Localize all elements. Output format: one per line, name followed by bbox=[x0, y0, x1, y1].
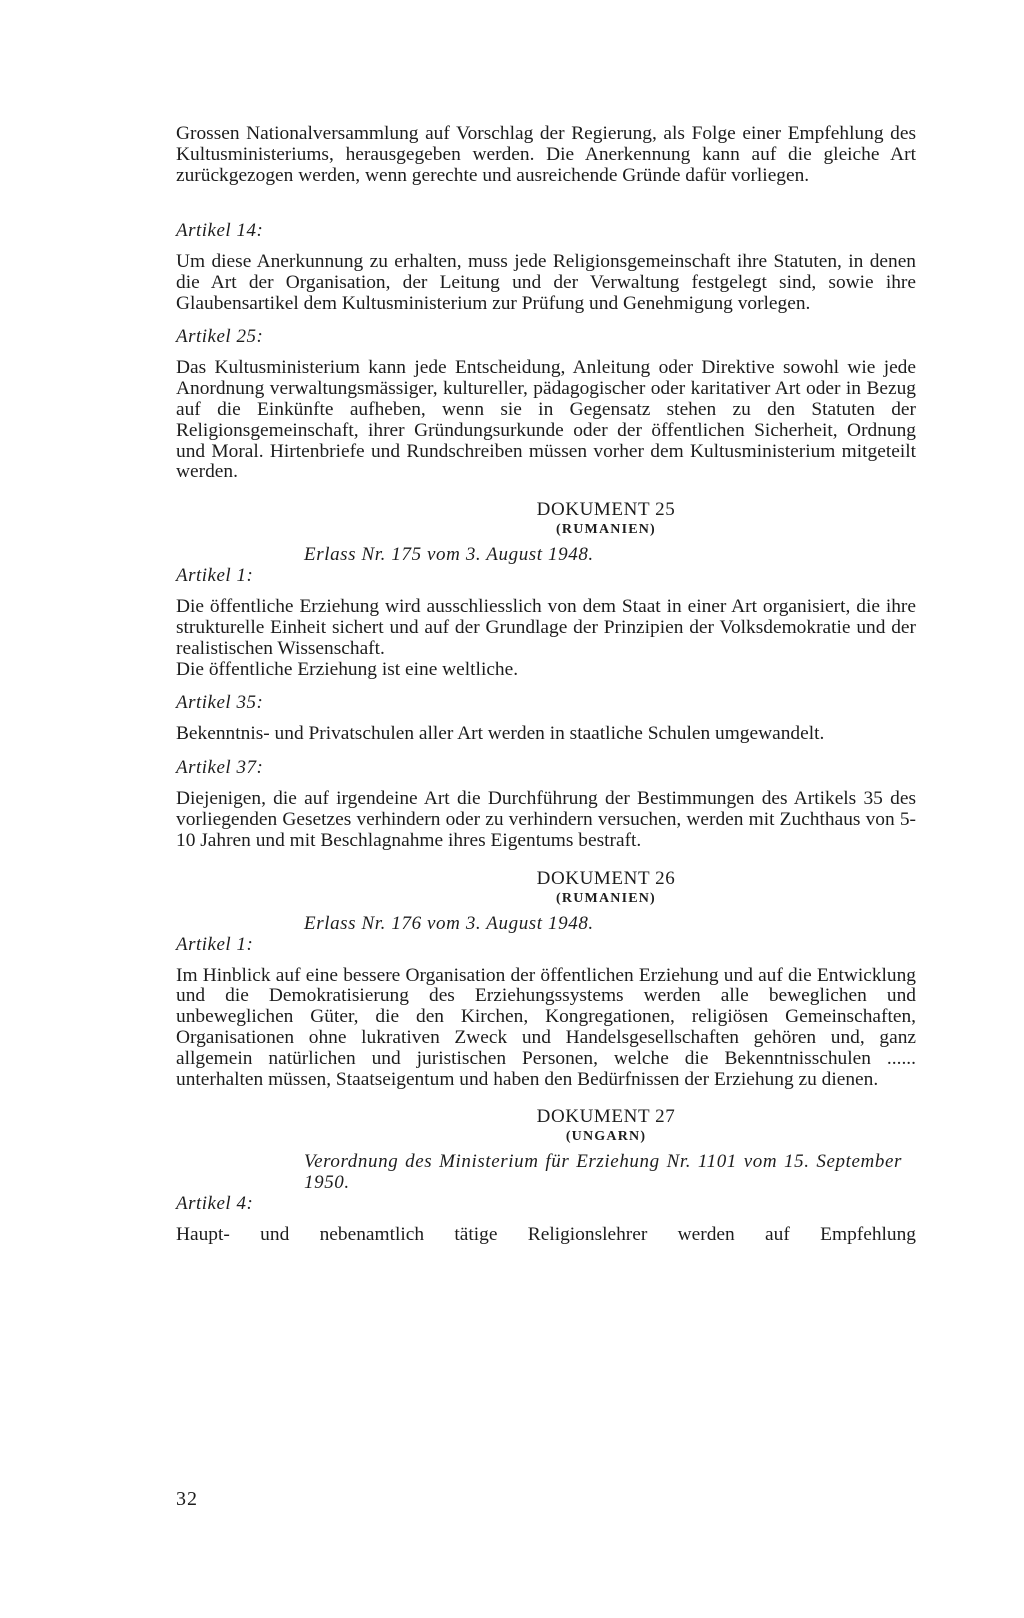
document-26-title: DOKUMENT 26 bbox=[536, 867, 676, 889]
article-14-heading: Artikel 14: bbox=[176, 220, 264, 241]
document-25-decree: Erlass Nr. 175 vom 3. August 1948. bbox=[304, 544, 594, 566]
document-26-country: (RUMANIEN) bbox=[556, 890, 656, 906]
document-27-country: (UNGARN) bbox=[565, 1129, 647, 1145]
document-25-article-1-heading: Artikel 1: bbox=[176, 565, 254, 587]
document-25-article-1-text: Die öffentliche Erziehung wird ausschliesslich von dem Staat in einer Art organisiert, die ihre strukturelle Einheit sichert und auf der Grundlage der Prinzipien der Volksdemokratie und der realistischen Wissenschaft. bbox=[176, 596, 916, 659]
document-27-article-4-text: Haupt- und nebenamtlich tätige Religionslehrer werden auf Empfehlung bbox=[176, 1224, 916, 1246]
document-26-decree: Erlass Nr. 176 vom 3. August 1948. bbox=[304, 912, 594, 934]
document-25-title: DOKUMENT 25 bbox=[536, 499, 676, 521]
article-14-text: Um diese Anerkunnung zu erhalten, muss jede Religionsgemeinschaft ihre Statuten, in denen die Art der Organisation, der Leitung und der Verwaltung festgelegt sind, sowie ihre Glaubensartikel dem Kultusministerium zur Prüfung und Genehmigung vorlegen. bbox=[176, 251, 916, 314]
document-26-article-1-heading: Artikel 1: bbox=[176, 933, 254, 955]
document-25-article-35-text: Bekenntnis- und Privatschulen aller Art werden in staatliche Schulen umgewandelt. bbox=[176, 723, 825, 745]
article-25-text: Das Kultusministerium kann jede Entscheidung, Anleitung oder Direktive sowohl wie jede Anordnung verwaltungsmässiger, kultureller, pädagogischer oder karitativer Art oder in Bezug auf die Einkünfte aufheben, wenn sie in Gegensatz stehen zu den Statuten der Religionsgemeinschaft, ihrer Gründungsurkunde oder der öffentlichen Sicherheit, Ordnung und Moral. Hirtenbriefe und Rundschreiben müssen vorher dem Kultusministerium mitgeteilt werden. bbox=[176, 357, 916, 483]
document-27-article-4-heading: Artikel 4: bbox=[176, 1193, 254, 1215]
document-page bbox=[176, 124, 916, 1246]
document-25-article-35-heading: Artikel 35: bbox=[176, 692, 264, 714]
page-number: 32 bbox=[176, 1488, 198, 1510]
document-27-decree: Verordnung des Ministerium für Erziehung Nr. 1101 vom 15. September 1950. bbox=[304, 1151, 902, 1194]
document-25-article-1-text-2: Die öffentliche Erziehung ist eine weltliche. bbox=[176, 658, 519, 680]
document-26-article-1-text: Im Hinblick auf eine bessere Organisation der öffentlichen Erziehung und auf die Entwicklung und die Demokratisierung des Erziehungssystems werden alle beweglichen und unbeweglichen Güter, die den Kirchen, Kongregationen, religiösen Gemeinschaften, Organisationen ohne lukrativen Zweck und Handelsgesellschaften gehören und, ganz allgemein natürlichen und juristischen Personen, welche die Bekenntnisschulen ...... unterhalten müssen, Staatseigentum und haben den Bedürfnissen der Erziehung zu dienen. bbox=[176, 964, 916, 1090]
document-25-article-37-text: Diejenigen, die auf irgendeine Art die Durchführung der Bestimmungen des Artikels 35 des vorliegenden Gesetzes verhindern oder zu verhindern versuchen, werden mit Zuchthaus von 5-10 Jahren und mit Beschlagnahme ihres Eigentums bestraft. bbox=[176, 788, 916, 851]
article-25-heading: Artikel 25: bbox=[176, 326, 264, 348]
document-25-country: (RUMANIEN) bbox=[556, 522, 656, 538]
document-27-title: DOKUMENT 27 bbox=[536, 1106, 676, 1128]
intro-paragraph: Grossen Nationalversammlung auf Vorschlag der Regierung, als Folge einer Empfehlung des Kultusministeriums, herausgegeben werden. Die Anerkennung kann auf die gleiche Art zurückgezogen werden, wenn gerechte und ausreichende Gründe dafür vorliegen. bbox=[176, 123, 916, 186]
document-25-article-37-heading: Artikel 37: bbox=[176, 757, 264, 779]
